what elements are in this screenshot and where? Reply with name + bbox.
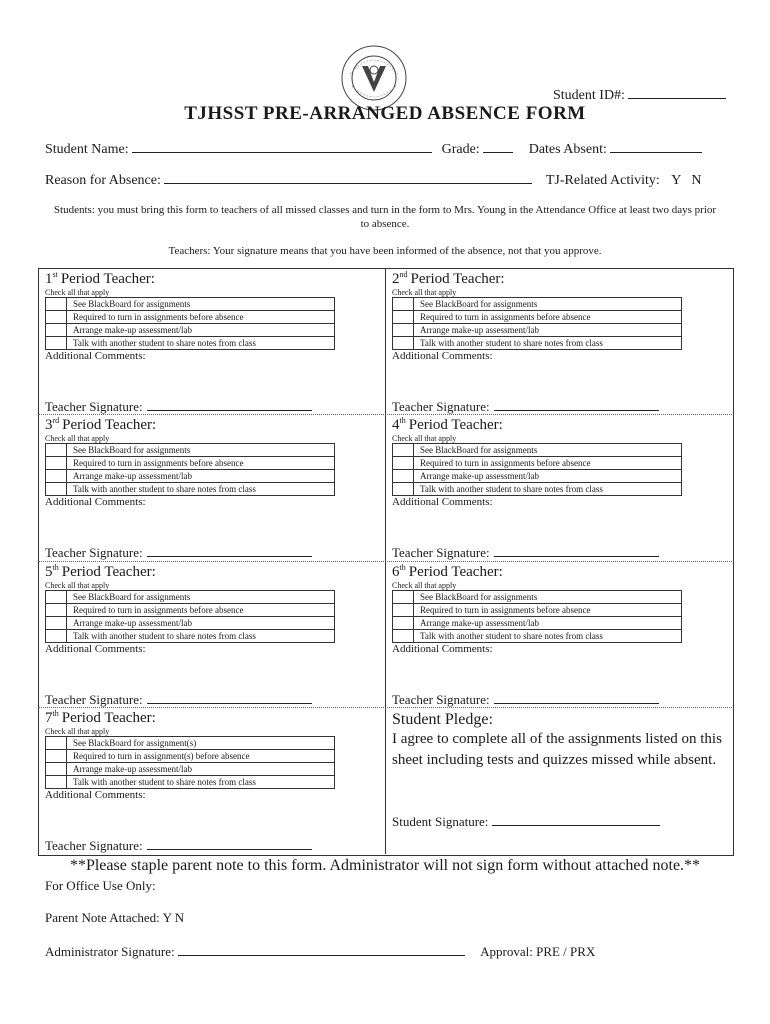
option-label: Talk with another student to share notes from class (67, 630, 335, 643)
option-label: Arrange make-up assessment/lab (67, 324, 335, 337)
period-number: 2 (392, 271, 400, 287)
reason-label: Reason for Absence: (45, 173, 161, 188)
option-label: Arrange make-up assessment/lab (67, 470, 335, 483)
option-checkbox[interactable] (393, 337, 414, 350)
period-3-cell (45, 416, 385, 508)
period-title (392, 270, 732, 288)
option-checkbox[interactable] (393, 630, 414, 643)
additional-comments-label: Additional Comments: (45, 643, 146, 655)
option-checkbox[interactable] (46, 750, 67, 763)
check-all-label: Check all that apply (45, 434, 110, 443)
check-all-label: Check all that apply (45, 288, 110, 297)
option-checkbox[interactable] (393, 311, 414, 324)
student-signature-row (392, 814, 660, 830)
option-checkbox[interactable] (393, 604, 414, 617)
period-label: Period Teacher: (61, 710, 156, 726)
period-title (392, 563, 732, 581)
options-table (45, 297, 335, 350)
option-checkbox[interactable] (46, 737, 67, 750)
option-row (393, 604, 682, 617)
admin-signature-row (45, 944, 595, 960)
option-row (46, 311, 335, 324)
check-all-label: Check all that apply (45, 581, 110, 590)
option-checkbox[interactable] (46, 457, 67, 470)
student-name-field[interactable] (132, 151, 432, 153)
period-ordinal: st (52, 270, 58, 279)
option-row (46, 750, 335, 763)
option-checkbox[interactable] (46, 591, 67, 604)
option-row (393, 337, 682, 350)
option-label: Required to turn in assignments before absence (67, 457, 335, 470)
option-checkbox[interactable] (46, 617, 67, 630)
student-id-field[interactable] (628, 97, 726, 99)
teacher-signature-label: Teacher Signature: (392, 545, 490, 560)
option-label: Required to turn in assignments before absence (414, 604, 682, 617)
student-pledge (392, 711, 732, 771)
teacher-signature-field[interactable] (494, 409, 659, 411)
option-row (393, 470, 682, 483)
option-label: Required to turn in assignments before absence (67, 604, 335, 617)
teacher-signature-field[interactable] (147, 848, 312, 850)
teacher-signature-row (45, 545, 312, 561)
teacher-signature-label: Teacher Signature: (45, 399, 143, 414)
option-label: Arrange make-up assessment/lab (67, 763, 335, 776)
option-label: Required to turn in assignment(s) before absence (67, 750, 335, 763)
staple-note: **Please staple parent note to this form. Administrator will not sign form without attached note.** (69, 857, 701, 874)
additional-comments-label: Additional Comments: (45, 350, 146, 362)
option-label: Arrange make-up assessment/lab (414, 470, 682, 483)
option-row (46, 457, 335, 470)
option-label: Required to turn in assignments before absence (67, 311, 335, 324)
period-ordinal: th (399, 563, 406, 572)
additional-comments-label: Additional Comments: (45, 789, 146, 801)
option-label: Required to turn in assignments before absence (414, 457, 682, 470)
pledge-title: Student Pledge: (392, 711, 493, 728)
option-checkbox[interactable] (393, 483, 414, 496)
option-row (46, 604, 335, 617)
option-label: Talk with another student to share notes from class (67, 776, 335, 789)
student-id-row (553, 88, 726, 104)
period-title (45, 563, 385, 581)
reason-row (45, 173, 701, 189)
period-title (45, 416, 385, 434)
options-table (45, 443, 335, 496)
reason-field[interactable] (164, 182, 532, 184)
option-checkbox[interactable] (46, 470, 67, 483)
option-row (46, 737, 335, 750)
option-checkbox[interactable] (393, 591, 414, 604)
period-ordinal: nd (399, 270, 408, 279)
period-6-cell (392, 563, 732, 655)
student-info-row (45, 142, 702, 158)
option-row (46, 337, 335, 350)
option-row (393, 311, 682, 324)
option-label: See BlackBoard for assignments (414, 298, 682, 311)
option-label: See BlackBoard for assignments (414, 444, 682, 457)
option-checkbox[interactable] (46, 444, 67, 457)
period-title (392, 416, 732, 434)
grade-field[interactable] (483, 151, 513, 153)
form-title: TJHSST PRE-ARRANGED ABSENCE FORM (184, 103, 586, 124)
options-table (392, 297, 682, 350)
option-row (46, 324, 335, 337)
option-row (46, 470, 335, 483)
period-ordinal: rd (52, 416, 60, 425)
period-number: 1 (45, 271, 53, 287)
option-label: Talk with another student to share notes from class (67, 483, 335, 496)
option-checkbox[interactable] (393, 470, 414, 483)
period-title (45, 270, 385, 288)
option-checkbox[interactable] (46, 337, 67, 350)
check-all-label: Check all that apply (45, 727, 110, 736)
option-row (46, 444, 335, 457)
option-label: See BlackBoard for assignments (67, 444, 335, 457)
option-checkbox[interactable] (46, 298, 67, 311)
option-checkbox[interactable] (46, 776, 67, 789)
teacher-signature-label: Teacher Signature: (392, 692, 490, 707)
teacher-signature-row (45, 399, 312, 415)
period-number: 5 (45, 564, 53, 580)
dates-absent-field[interactable] (610, 151, 702, 153)
teacher-signature-label: Teacher Signature: (45, 692, 143, 707)
period-number: 4 (392, 417, 400, 433)
option-checkbox[interactable] (46, 604, 67, 617)
option-row (393, 298, 682, 311)
teacher-signature-row (45, 838, 312, 854)
teacher-signature-label: Teacher Signature: (45, 838, 143, 853)
student-name-label: Student Name: (45, 142, 129, 157)
period-ordinal: th (399, 416, 406, 425)
teacher-signature-field[interactable] (494, 555, 659, 557)
option-row (46, 298, 335, 311)
teacher-signature-row (392, 399, 659, 415)
teacher-signature-label: Teacher Signature: (392, 399, 490, 414)
option-checkbox[interactable] (46, 763, 67, 776)
teacher-signature-field[interactable] (147, 702, 312, 704)
option-label: Talk with another student to share notes from class (414, 483, 682, 496)
period-title (45, 709, 385, 727)
student-id-label: Student ID#: (553, 88, 625, 103)
option-row (46, 763, 335, 776)
student-signature-field[interactable] (492, 824, 660, 826)
tj-activity-label: TJ-Related Activity: (545, 173, 660, 188)
tj-activity-options[interactable]: Y N (671, 173, 702, 188)
option-row (46, 630, 335, 643)
school-seal (340, 44, 408, 112)
period-number: 6 (392, 564, 400, 580)
additional-comments-label: Additional Comments: (392, 350, 493, 362)
option-label: Required to turn in assignments before absence (414, 311, 682, 324)
period-7-cell (45, 709, 385, 801)
students-instructions: Students: you must bring this form to teachers of all missed classes and turn in the form to Mrs. Young in the Attendance Office at least two days prior to absence. (53, 204, 717, 230)
option-row (46, 617, 335, 630)
check-all-label: Check all that apply (392, 434, 457, 443)
additional-comments-label: Additional Comments: (392, 496, 493, 508)
period-label: Period Teacher: (62, 417, 157, 433)
option-label: Talk with another student to share notes from class (67, 337, 335, 350)
teacher-signature-row (392, 545, 659, 561)
teacher-signature-field[interactable] (147, 409, 312, 411)
options-table (392, 590, 682, 643)
option-row (393, 591, 682, 604)
option-row (393, 444, 682, 457)
option-row (393, 617, 682, 630)
teachers-instructions: Teachers: Your signature means that you have been informed of the absence, not that you approve. (168, 245, 602, 257)
admin-signature-field[interactable] (178, 954, 465, 956)
option-checkbox[interactable] (393, 617, 414, 630)
period-2-cell (392, 270, 732, 362)
option-row (46, 591, 335, 604)
pledge-text: I agree to complete all of the assignments listed on this sheet including tests and quizzes missed while absent. (392, 731, 722, 768)
admin-signature-label: Administrator Signature: (45, 944, 175, 959)
period-ordinal: th (52, 563, 59, 572)
teacher-signature-label: Teacher Signature: (45, 545, 143, 560)
teacher-signature-row (392, 692, 659, 708)
period-label: Period Teacher: (408, 564, 503, 580)
period-number: 3 (45, 417, 53, 433)
option-label: Arrange make-up assessment/lab (67, 617, 335, 630)
teacher-signature-field[interactable] (147, 555, 312, 557)
period-label: Period Teacher: (408, 417, 503, 433)
dates-absent-label: Dates Absent: (528, 142, 607, 157)
period-number: 7 (45, 710, 53, 726)
approval-options[interactable]: Approval: PRE / PRX (480, 944, 596, 959)
period-label: Period Teacher: (410, 271, 505, 287)
option-row (393, 324, 682, 337)
option-label: Talk with another student to share notes from class (414, 337, 682, 350)
option-label: See BlackBoard for assignments (414, 591, 682, 604)
option-row (46, 483, 335, 496)
period-5-cell (45, 563, 385, 655)
period-4-cell (392, 416, 732, 508)
option-checkbox[interactable] (393, 298, 414, 311)
option-checkbox[interactable] (46, 311, 67, 324)
period-ordinal: th (52, 709, 59, 718)
period-1-cell (45, 270, 385, 362)
parent-note-attached[interactable]: Parent Note Attached: Y N (45, 910, 185, 925)
teacher-signature-field[interactable] (494, 702, 659, 704)
option-label: Talk with another student to share notes from class (414, 630, 682, 643)
option-checkbox[interactable] (46, 630, 67, 643)
options-table (392, 443, 682, 496)
option-row (393, 630, 682, 643)
option-checkbox[interactable] (46, 483, 67, 496)
student-signature-label: Student Signature: (392, 814, 489, 829)
option-row (393, 483, 682, 496)
check-all-label: Check all that apply (392, 288, 457, 297)
option-checkbox[interactable] (46, 324, 67, 337)
check-all-label: Check all that apply (392, 581, 457, 590)
options-table (45, 590, 335, 643)
option-row (46, 776, 335, 789)
options-table (45, 736, 335, 789)
additional-comments-label: Additional Comments: (45, 496, 146, 508)
option-label: See BlackBoard for assignment(s) (67, 737, 335, 750)
option-checkbox[interactable] (393, 324, 414, 337)
option-label: Arrange make-up assessment/lab (414, 617, 682, 630)
period-label: Period Teacher: (61, 564, 156, 580)
additional-comments-label: Additional Comments: (392, 643, 493, 655)
office-use-label: For Office Use Only: (45, 878, 156, 893)
option-row (393, 457, 682, 470)
option-checkbox[interactable] (393, 444, 414, 457)
period-label: Period Teacher: (60, 271, 155, 287)
option-label: Arrange make-up assessment/lab (414, 324, 682, 337)
option-label: See BlackBoard for assignments (67, 591, 335, 604)
option-checkbox[interactable] (393, 457, 414, 470)
grid-row-divider (38, 561, 732, 562)
option-label: See BlackBoard for assignments (67, 298, 335, 311)
teacher-signature-row (45, 692, 312, 708)
grade-label: Grade: (441, 142, 480, 157)
